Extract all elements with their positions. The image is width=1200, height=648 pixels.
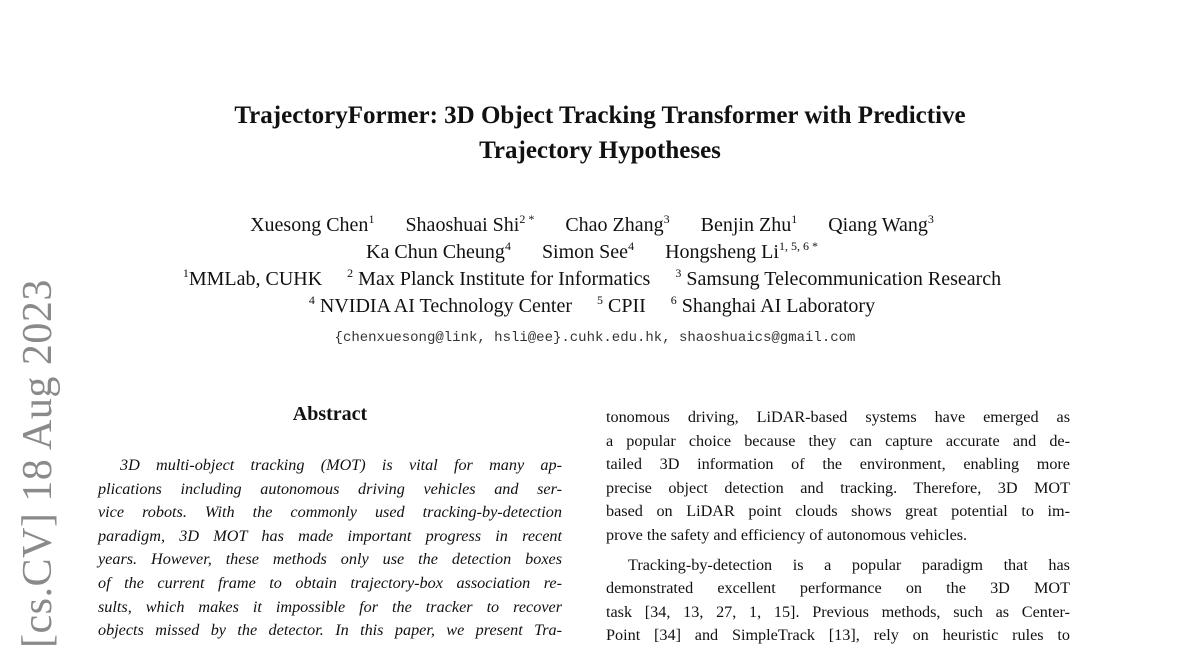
- affiliation: $^5$ CPII: [597, 293, 646, 317]
- abstract-line: plications including autonomous driving vehicles and ser-: [98, 479, 562, 498]
- body-line: a popular choice because they can capture accurate and de-: [606, 431, 1070, 450]
- author-line-2: [0, 239, 1184, 266]
- author-name: Xuesong Chen$^1$: [250, 212, 375, 236]
- abstract-line: years. However, these methods only use the detection boxes: [98, 550, 562, 569]
- abstract-line: objects missed by the detector. In this paper, we present Tra-: [98, 621, 562, 640]
- affiliation-line-2: [0, 293, 1184, 320]
- title-line: Trajectory Hypotheses: [479, 137, 721, 164]
- affiliation-line-1: [0, 266, 1184, 293]
- body-line: tonomous driving, LiDAR-based systems have emerged as: [606, 408, 1070, 426]
- body-line: precise object detection and tracking. Therefore, 3D MOT: [606, 478, 1070, 497]
- abstract-line: 3D multi-object tracking (MOT) is vital for many ap-: [120, 456, 562, 474]
- body-line: Point [34] and SimpleTrack [13], rely on heuristic rules to: [606, 626, 1070, 645]
- author-name: Chao Zhang$^3$: [565, 212, 670, 236]
- body-line: based on LiDAR point clouds shows great potential to im-: [606, 502, 1070, 521]
- abstract-line: vice robots. With the commonly used tracking-by-detection: [98, 503, 562, 522]
- abstract-body: [98, 454, 562, 643]
- affiliation: $^2$ Max Planck Institute for Informatics: [347, 266, 651, 290]
- abstract-line: of the current frame to obtain trajectory-box association re-: [98, 573, 562, 592]
- abstract-line: sults, which makes it impossible for the tracker to recover: [98, 597, 562, 616]
- paper-title: [100, 98, 1100, 168]
- title-line: TrajectoryFormer: 3D Object Tracking Transformer with Predictive: [234, 102, 966, 129]
- author-name: Benjin Zhu$^1$: [700, 212, 798, 236]
- affiliation: $^4$ NVIDIA AI Technology Center: [308, 293, 572, 317]
- body-line: task [34, 13, 27, 1, 15]. Previous methods, such as Center-: [606, 602, 1070, 621]
- author-name: Hongsheng $Li^{1, 5, 6 *}$: [665, 239, 818, 263]
- author-emails: {chenxuesong@link, hsli@ee}.cuhk.edu.hk, shaoshuaics@gmail.com: [334, 330, 856, 346]
- intro-column: [606, 406, 1070, 648]
- affiliation: $^1$MMLab, CUHK: [182, 266, 323, 290]
- author-name: Simon See$^4$: [541, 239, 635, 263]
- author-block: [0, 212, 1184, 320]
- body-line: prove the safety and efficiency of autonomous vehicles.: [606, 525, 968, 544]
- affiliation: $^6$ Shanghai AI Laboratory: [670, 293, 876, 317]
- author-name: Qiang Wang$^3$: [828, 212, 934, 236]
- body-line: Tracking-by-detection is a popular paradigm that has: [628, 555, 1070, 574]
- body-line: demonstrated excellent performance on the 3D MOT: [606, 579, 1070, 598]
- arxiv-stamp: [cs.CV] 18 Aug 2023: [15, 279, 61, 648]
- author-name: Shaoshuai Shi$^{2 *}$: [405, 212, 535, 236]
- abstract-line: paradigm, 3D MOT has made important progress in recent: [98, 526, 562, 545]
- affiliation: $^3$ Samsung Telecommunication Research: [675, 266, 1002, 290]
- author-line-1: [0, 212, 1184, 239]
- author-name: Ka Chun Cheung$^4$: [366, 239, 511, 263]
- abstract-heading: Abstract: [292, 403, 368, 425]
- body-line: tailed 3D information of the environment, enabling more: [606, 455, 1070, 474]
